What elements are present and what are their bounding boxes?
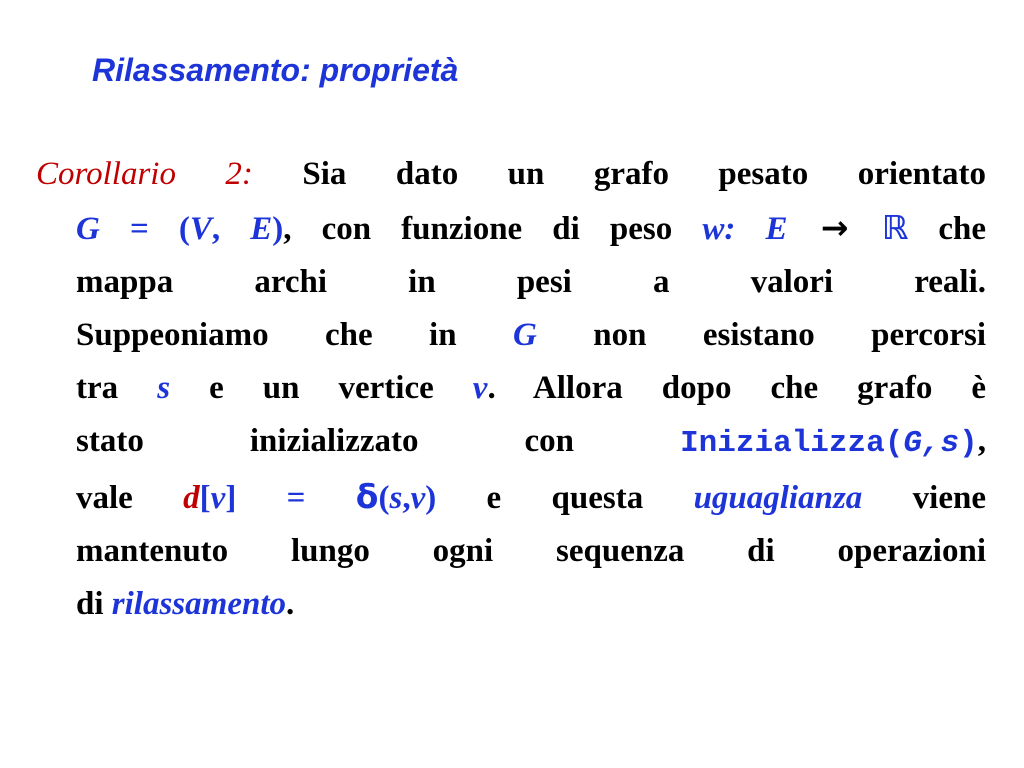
line-2 bbox=[36, 201, 986, 256]
line-2-end: che bbox=[908, 211, 987, 247]
graph-v: V bbox=[189, 211, 212, 247]
line-4-pre: Suppeoniamo che in bbox=[76, 317, 513, 353]
arrow-icon: → bbox=[787, 208, 882, 247]
line-9 bbox=[36, 578, 986, 631]
graph-e: E bbox=[250, 211, 273, 247]
corollary-text bbox=[36, 148, 986, 631]
line-1 bbox=[36, 148, 986, 201]
delta-close: ) bbox=[425, 480, 437, 516]
line-6-post: , bbox=[977, 423, 986, 459]
line-8: mantenuto lungo ogni sequenza di operazioni bbox=[76, 533, 986, 569]
line-5 bbox=[36, 362, 986, 415]
line-7-mid: e questa bbox=[436, 480, 694, 516]
init-call: Inizializza( bbox=[680, 426, 904, 461]
weight-intro: , con funzione di peso bbox=[283, 211, 703, 247]
line-3: mappa archi in pesi a valori reali. bbox=[76, 264, 986, 300]
dist-eq: = bbox=[236, 480, 356, 516]
slide-title: Rilassamento: proprietà bbox=[92, 52, 459, 88]
source-s: s bbox=[157, 370, 171, 406]
dist-d: d bbox=[183, 480, 200, 516]
delta-v: v bbox=[410, 480, 426, 516]
init-close: ) bbox=[959, 426, 978, 461]
line-5-mid: e un vertice bbox=[170, 370, 473, 406]
graph-comma: , bbox=[211, 211, 251, 247]
delta-symbol: δ bbox=[355, 477, 379, 516]
vertex-v: v bbox=[472, 370, 488, 406]
line-5-pre: tra bbox=[76, 370, 158, 406]
delta-open: ( bbox=[378, 480, 390, 516]
dist-v: v bbox=[210, 480, 226, 516]
line-7-pre: vale bbox=[76, 480, 184, 516]
delta-comma: , bbox=[402, 480, 411, 516]
line-5-post: . Allora dopo che grafo è bbox=[487, 370, 986, 406]
line-7 bbox=[36, 470, 986, 525]
reals-symbol: ℝ bbox=[881, 208, 909, 247]
dist-open: [ bbox=[199, 480, 211, 516]
graph-g: G bbox=[76, 211, 100, 247]
init-args: G,s bbox=[903, 426, 960, 461]
line-7-post: viene bbox=[862, 480, 986, 516]
weight-fn: w: E bbox=[702, 211, 788, 247]
dist-close: ] bbox=[225, 480, 237, 516]
line-4-g: G bbox=[513, 317, 537, 353]
line-1-text: Sia dato un grafo pesato orientato bbox=[302, 156, 986, 192]
graph-eq: = ( bbox=[99, 211, 190, 247]
line-9-post: . bbox=[285, 586, 295, 622]
relax-term: rilassamento bbox=[111, 586, 286, 622]
corollary-label: Corollario 2: bbox=[36, 156, 253, 192]
line-6-pre: stato inizializzato con bbox=[76, 423, 681, 459]
delta-s: s bbox=[389, 480, 403, 516]
line-9-pre: di bbox=[76, 586, 112, 622]
graph-close: ) bbox=[272, 211, 284, 247]
line-6 bbox=[36, 415, 986, 470]
equality-term: uguaglianza bbox=[693, 480, 863, 516]
line-4-post: non esistano percorsi bbox=[536, 317, 986, 353]
line-4 bbox=[36, 309, 986, 362]
